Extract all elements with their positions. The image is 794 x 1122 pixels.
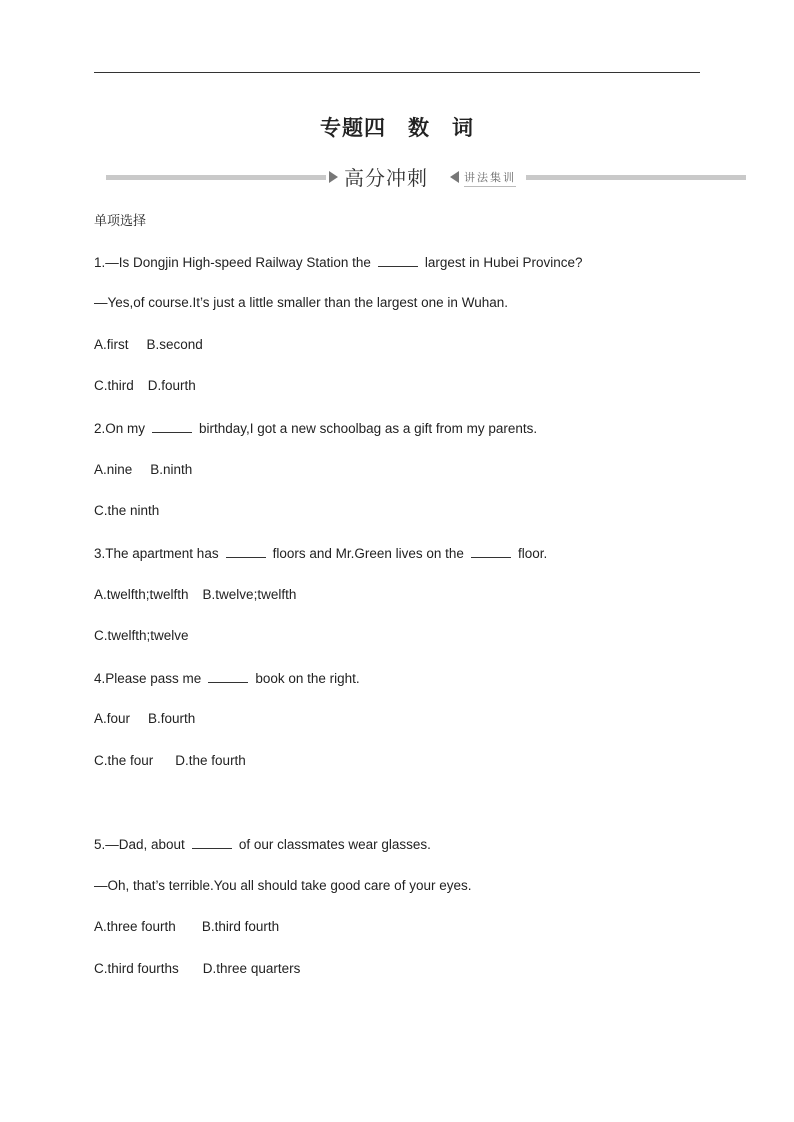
triangle-left-icon [450, 171, 459, 183]
option-d: D.the fourth [175, 753, 246, 768]
section-banner [106, 164, 746, 192]
question-text: 1.—Is Dongjin High-speed Railway Station the [94, 255, 371, 270]
question-5-options-cd [94, 961, 300, 976]
question-text: 4.Please pass me [94, 671, 202, 686]
question-text: 2.On my [94, 421, 146, 436]
option-a: A.twelfth;twelfth [94, 587, 189, 602]
question-text: floors and Mr.Green lives on the [272, 546, 464, 561]
question-3-options-ab [94, 587, 296, 602]
answer-blank [378, 254, 418, 267]
question-2 [94, 420, 537, 436]
question-5-reply: —Oh, that’s terrible.You all should take good care of your eyes. [94, 878, 472, 893]
top-rule [94, 72, 700, 73]
question-2-options-ab [94, 462, 192, 477]
question-1 [94, 254, 583, 270]
answer-blank [471, 545, 511, 558]
question-1-reply: —Yes,of course.It’s just a little smaller than the largest one in Wuhan. [94, 295, 508, 310]
banner-bar-right [526, 175, 746, 180]
answer-blank [192, 836, 232, 849]
question-3 [94, 545, 547, 561]
option-c: C.twelfth;twelve [94, 628, 189, 643]
option-c: C.third fourths [94, 961, 179, 976]
question-5 [94, 836, 431, 852]
answer-blank [152, 420, 192, 433]
option-a: A.nine [94, 462, 133, 477]
question-5-options-ab [94, 919, 279, 934]
option-b: B.twelve;twelfth [202, 587, 297, 602]
question-4-options-cd [94, 753, 246, 768]
question-4-options-ab [94, 711, 195, 726]
banner-main-label: 高分冲刺 [344, 166, 428, 190]
question-text: book on the right. [255, 671, 360, 686]
option-d: D.fourth [147, 378, 196, 393]
question-text: 5.—Dad, about [94, 837, 185, 852]
option-c: C.the ninth [94, 503, 160, 518]
question-text: birthday,I got a new schoolbag as a gift from my parents. [199, 421, 538, 436]
answer-blank [226, 545, 266, 558]
answer-blank [208, 670, 248, 683]
banner-sub-label: 讲法集训 [464, 170, 516, 187]
question-text: largest in Hubei Province? [424, 255, 583, 270]
option-d: D.three quarters [202, 961, 301, 976]
option-c: C.the four [94, 753, 154, 768]
question-1-options-cd [94, 378, 196, 393]
option-b: B.fourth [148, 711, 196, 726]
question-text: floor. [517, 546, 548, 561]
question-1-options-ab [94, 337, 203, 352]
option-c: C.third [94, 378, 134, 393]
option-a: A.first [94, 337, 129, 352]
banner-bar-left [106, 175, 326, 180]
question-text: of our classmates wear glasses. [238, 837, 431, 852]
page-title: 专题四 数 词 [320, 116, 474, 140]
option-a: A.four [94, 711, 131, 726]
triangle-right-icon [329, 171, 338, 183]
question-4 [94, 670, 360, 686]
option-b: B.ninth [150, 462, 193, 477]
question-3-option-c [94, 628, 189, 643]
option-b: B.third fourth [201, 919, 280, 934]
question-text: 3.The apartment has [94, 546, 219, 561]
section-label: 单项选择 [94, 214, 147, 229]
option-b: B.second [146, 337, 203, 352]
option-a: A.three fourth [94, 919, 176, 934]
question-2-option-c [94, 503, 159, 518]
